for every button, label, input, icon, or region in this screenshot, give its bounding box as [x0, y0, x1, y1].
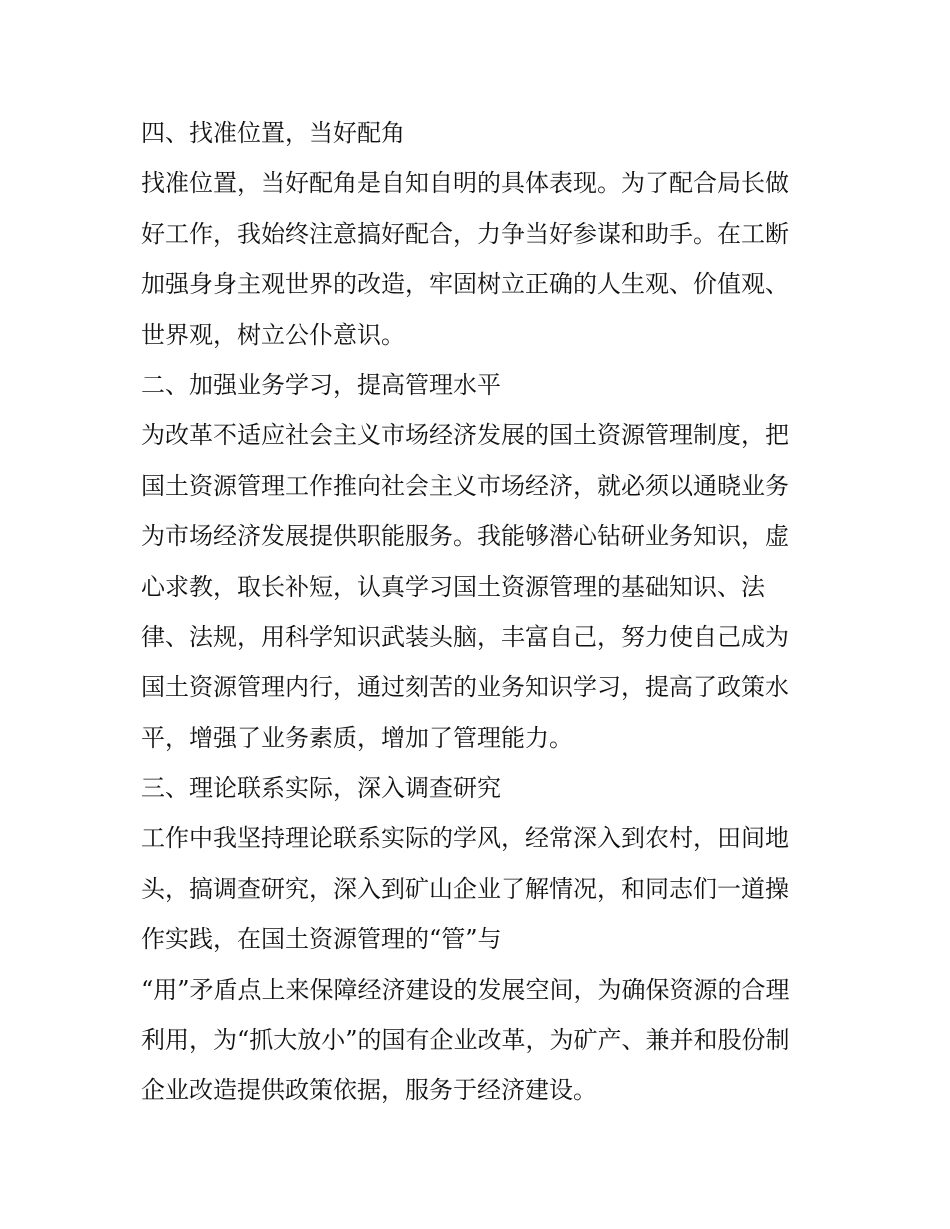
- paragraph-line: 为改革不适应社会主义市场经济发展的国土资源管理制度，把: [141, 421, 789, 450]
- section-heading-3: 三、理论联系实际，深入调查研究: [141, 774, 501, 803]
- paragraph-line: 头，搞调查研究，深入到矿山企业了解情况，和同志们一道操: [141, 874, 789, 903]
- paragraph-line: 国土资源管理内行，通过刻苦的业务知识学习，提高了政策水: [141, 673, 789, 702]
- paragraph-line: 作实践，在国土资源管理的“管”与: [141, 925, 502, 954]
- paragraph-line: 加强身身主观世界的改造，牢固树立正确的人生观、价值观、: [141, 270, 789, 299]
- paragraph-line: 找准位置，当好配角是自知自明的具体表现。为了配合局长做: [141, 169, 789, 198]
- paragraph-line: 平，增强了业务素质，增加了管理能力。: [141, 723, 573, 752]
- paragraph-line: 心求教，取长补短，认真学习国土资源管理的基础知识、法: [141, 572, 765, 601]
- paragraph-line: 律、法规，用科学知识武装头脑，丰富自己，努力使自己成为: [141, 622, 789, 651]
- paragraph-line: 世界观，树立公仆意识。: [141, 320, 405, 349]
- paragraph-line: 工作中我坚持理论联系实际的学风，经常深入到农村，田间地: [141, 824, 789, 853]
- paragraph-line: 为市场经济发展提供职能服务。我能够潜心钻研业务知识，虚: [141, 522, 789, 551]
- paragraph-line: 好工作，我始终注意搞好配合，力争当好参谋和助手。在工断: [141, 219, 789, 248]
- document-body: [141, 108, 821, 1116]
- section-heading-4: 四、找准位置，当好配角: [141, 119, 405, 147]
- section-heading-2: 二、加强业务学习，提高管理水平: [141, 370, 501, 399]
- paragraph-line: 国土资源管理工作推向社会主义市场经济，就必须以通晓业务: [141, 471, 789, 500]
- paragraph-line: 企业改造提供政策依据，服务于经济建设。: [141, 1076, 597, 1105]
- paragraph-line: “用”矛盾点上来保障经济建设的发展空间，为确保资源的合理: [141, 975, 790, 1004]
- paragraph-line: 利用，为“抓大放小”的国有企业改革，为矿产、兼并和股份制: [141, 1026, 790, 1055]
